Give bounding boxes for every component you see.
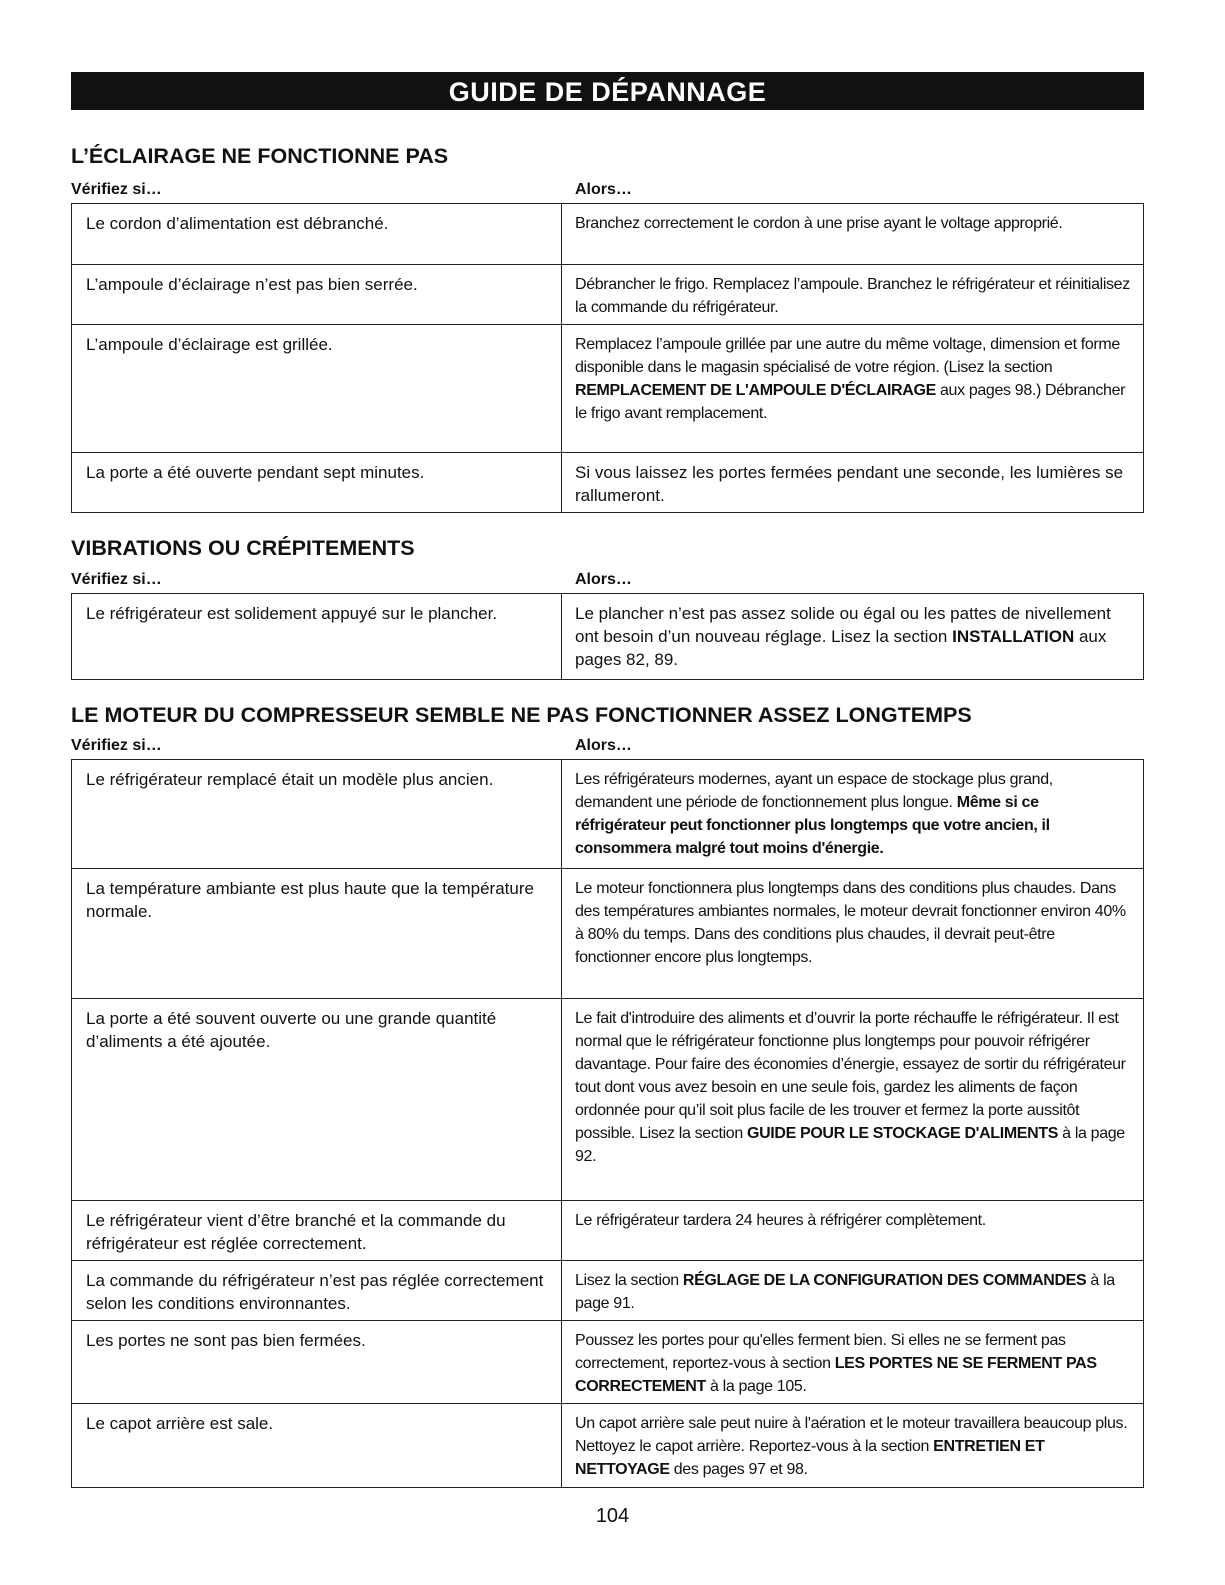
column-header-check: Vérifiez si… (71, 737, 162, 754)
table-row (72, 1321, 1144, 1404)
check-cell: Les portes ne sont pas bien fermées. (72, 1321, 562, 1404)
column-header-then: Alors… (575, 181, 632, 198)
then-cell (562, 760, 1144, 869)
then-text: Le plancher n’est pas assez solide ou égal ou les pattes de nivellement ont besoin d’un nouveau réglage. Lisez la section (575, 604, 1111, 646)
then-text: Poussez les portes pour qu'elles ferment bien. Si elles ne se ferment pas correctement, reportez-vous à section (575, 1332, 1066, 1372)
then-cell: Branchez correctement le cordon à une prise ayant le voltage approprié. (562, 204, 1144, 265)
section-title-compressor: LE MOTEUR DU COMPRESSEUR SEMBLE NE PAS FONCTIONNER ASSEZ LONGTEMPS (71, 703, 972, 727)
table-row (72, 265, 1144, 325)
table-row (72, 594, 1144, 680)
then-cell: Si vous laissez les portes fermées pendant une seconde, les lumières se rallumeront. (562, 453, 1144, 513)
table-row (72, 760, 1144, 869)
check-cell: La porte a été ouverte pendant sept minutes. (72, 453, 562, 513)
column-header-then: Alors… (575, 571, 632, 588)
check-cell: L’ampoule d’éclairage est grillée. (72, 325, 562, 453)
then-cell: Débrancher le frigo. Remplacez l’ampoule. Branchez le réfrigérateur et réinitialisez la commande du réfrigérateur. (562, 265, 1144, 325)
column-headers (71, 735, 1144, 759)
then-cell: Le réfrigérateur tardera 24 heures à réfrigérer complètement. (562, 1201, 1144, 1261)
check-cell: Le capot arrière est sale. (72, 1404, 562, 1488)
table-row (72, 999, 1144, 1201)
table-lighting (71, 203, 1144, 513)
then-bold-text: GUIDE POUR LE STOCKAGE D'ALIMENTS (746, 1125, 1059, 1142)
then-text: Un capot arrière sale peut nuire à l'aération et le moteur travaillera beaucoup plus. Nettoyez le capot arrière. Reportez-vous à la section (575, 1415, 1128, 1455)
then-text: aux pages 82, 89. (575, 627, 1107, 669)
section-title-lighting: L’ÉCLAIRAGE NE FONCTIONNE PAS (71, 144, 449, 168)
table-row (72, 869, 1144, 999)
then-text: à la page 91. (575, 1272, 1115, 1312)
then-text: aux pages 98.) Débrancher le frigo avant remplacement. (575, 382, 1126, 422)
then-bold-text: Même si ce réfrigérateur peut fonctionner plus longtemps que votre ancien, il consommera malgré tout moins d'énergie. (575, 794, 1050, 857)
then-bold-text: INSTALLATION (952, 627, 1075, 646)
then-cell (562, 594, 1144, 680)
then-bold-text: REMPLACEMENT DE L'AMPOULE D'ÉCLAIRAGE (575, 382, 936, 399)
table-row (72, 453, 1144, 513)
then-text: des pages 97 et 98. (669, 1461, 808, 1478)
table-row (72, 325, 1144, 453)
table-row (72, 1261, 1144, 1321)
check-cell: Le réfrigérateur remplacé était un modèle plus ancien. (72, 760, 562, 869)
then-text: Le fait d'introduire des aliments et d’ouvrir la porte réchauffe le réfrigérateur. Il est normal que le réfrigérateur fonctionne plus longtemps pour pouvoir réfrigérer davantage. Pour faire des économies d’énergie, essayez de sortir du réfrigérateur tout dont vous avez besoin en une seule fois, gardez les aliments de façon ordonnée pour qu’il soit plus facile de les trouver et fermez la porte aussitôt possible. Lisez la section (575, 1010, 1126, 1142)
column-header-check: Vérifiez si… (71, 571, 162, 588)
page-banner: GUIDE DE DÉPANNAGE (71, 72, 1144, 110)
then-text: Lisez la section (575, 1272, 683, 1289)
check-cell: La porte a été souvent ouverte ou une grande quantité d’aliments a été ajoutée. (72, 999, 562, 1201)
check-cell: Le réfrigérateur vient d’être branché et la commande du réfrigérateur est réglée correctement. (72, 1201, 562, 1261)
column-header-then: Alors… (575, 737, 632, 754)
table-row (72, 1201, 1144, 1261)
then-bold-text: RÉGLAGE DE LA CONFIGURATION DES COMMANDES (682, 1272, 1087, 1289)
table-compressor (71, 759, 1144, 1488)
table-vibrations (71, 593, 1144, 680)
then-text: à la page 92. (575, 1125, 1125, 1165)
then-cell (562, 1321, 1144, 1404)
column-headers (71, 179, 1144, 203)
check-cell: L’ampoule d’éclairage n’est pas bien serrée. (72, 265, 562, 325)
table-row (72, 204, 1144, 265)
check-cell: Le réfrigérateur est solidement appuyé sur le plancher. (72, 594, 562, 680)
check-cell: La commande du réfrigérateur n’est pas réglée correctement selon les conditions environnantes. (72, 1261, 562, 1321)
table-row (72, 1404, 1144, 1488)
check-cell: Le cordon d’alimentation est débranché. (72, 204, 562, 265)
then-cell (562, 1404, 1144, 1488)
then-bold-text: ENTRETIEN ET NETTOYAGE (575, 1438, 1045, 1478)
check-cell: La température ambiante est plus haute que la température normale. (72, 869, 562, 999)
then-bold-text: LES PORTES NE SE FERMENT PAS CORRECTEMENT (575, 1355, 1097, 1395)
then-cell: Le moteur fonctionnera plus longtemps dans des conditions plus chaudes. Dans des températures ambiantes normales, le moteur devrait fonctionner environ 40% à 80% du temps. Dans des conditions plus chaudes, il devrait peut-être fonctionner encore plus longtemps. (562, 869, 1144, 999)
then-cell (562, 1261, 1144, 1321)
column-header-check: Vérifiez si… (71, 181, 162, 198)
then-cell (562, 999, 1144, 1201)
section-title-vibrations: VIBRATIONS OU CRÉPITEMENTS (71, 536, 415, 560)
then-text: Les réfrigérateurs modernes, ayant un espace de stockage plus grand, demandent une période de fonctionnement plus longue. (575, 771, 1053, 811)
then-text: à la page 105. (705, 1378, 807, 1395)
page-number: 104 (595, 1505, 630, 1527)
troubleshooting-page (71, 72, 1144, 1488)
column-headers (71, 569, 1144, 593)
then-cell (562, 325, 1144, 453)
then-text: Remplacez l’ampoule grillée par une autre du même voltage, dimension et forme disponible dans le magasin spécialisé de votre région. (Lisez la section (575, 336, 1120, 376)
